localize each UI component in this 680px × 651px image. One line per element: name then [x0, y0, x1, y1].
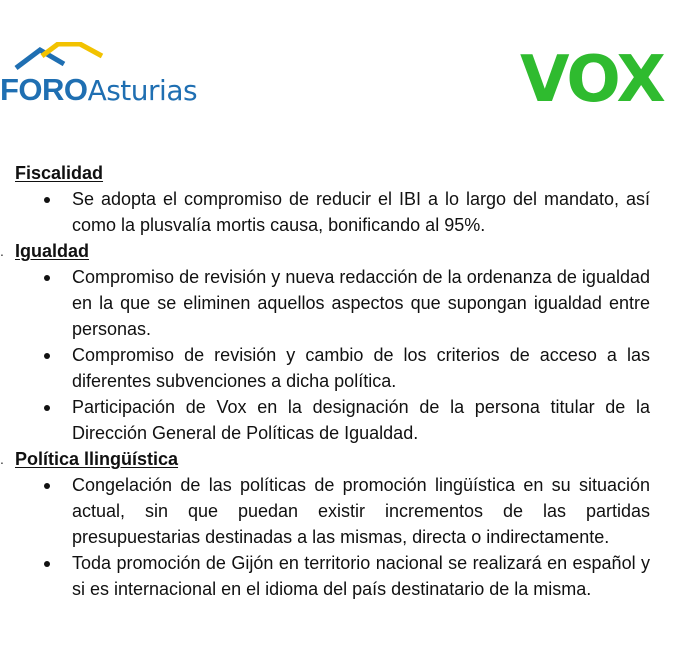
bullet-list-politica-llinguistica [0, 472, 660, 602]
foro-wordmark-bold: FORO [0, 72, 88, 107]
roof-logo-icon [12, 42, 122, 72]
section-title-label: Fiscalidad [15, 163, 104, 183]
section-title-label: Política llingüística [15, 449, 179, 469]
bullet-list-igualdad [0, 264, 660, 446]
list-marker-icon: . [0, 451, 4, 467]
list-item [0, 264, 660, 342]
bullet-list-fiscalidad [0, 186, 660, 238]
section-title-igualdad [0, 238, 660, 264]
bullet-icon [44, 353, 50, 359]
bullet-icon [44, 405, 50, 411]
section-title-fiscalidad [0, 160, 660, 186]
list-item-text: Congelación de las políticas de promoción lingüística en su situación actual, sin que puedan existir incrementos de las partidas presupuestarias destinadas a las mismas, directa o indirectamente. [72, 475, 650, 547]
list-item [0, 472, 660, 550]
bullet-icon [44, 197, 50, 203]
list-item [0, 550, 660, 602]
list-item-text: Se adopta el compromiso de reducir el IBI a lo largo del mandato, así como la plusvalía mortis causa, bonificando al 95%. [72, 189, 650, 235]
list-marker-icon: . [0, 243, 4, 259]
foro-asturias-logo [0, 42, 198, 108]
foro-asturias-wordmark [0, 72, 197, 109]
section-title-label: Igualdad [15, 241, 90, 261]
list-item [0, 342, 660, 394]
bullet-icon [44, 275, 50, 281]
bullet-icon [44, 561, 50, 567]
list-item-text: Participación de Vox en la designación de la persona titular de la Dirección General de Políticas de Igualdad. [72, 397, 650, 443]
bullet-icon [44, 483, 50, 489]
section-title-politica-llinguistica [0, 446, 660, 472]
agreement-document [0, 160, 660, 602]
list-item-text: Toda promoción de Gijón en territorio nacional se realizará en español y si es internacional en el idioma del país destinatario de la misma. [72, 553, 650, 599]
list-item-text: Compromiso de revisión y nueva redacción de la ordenanza de igualdad en la que se eliminen aquellos aspectos que supongan igualdad entre personas. [72, 267, 650, 339]
list-item [0, 394, 660, 446]
vox-logo: VOX [520, 43, 664, 117]
asturias-wordmark: Asturias [87, 74, 198, 107]
list-item-text: Compromiso de revisión y cambio de los criterios de acceso a las diferentes subvenciones a dicha política. [72, 345, 650, 391]
list-item [0, 186, 660, 238]
